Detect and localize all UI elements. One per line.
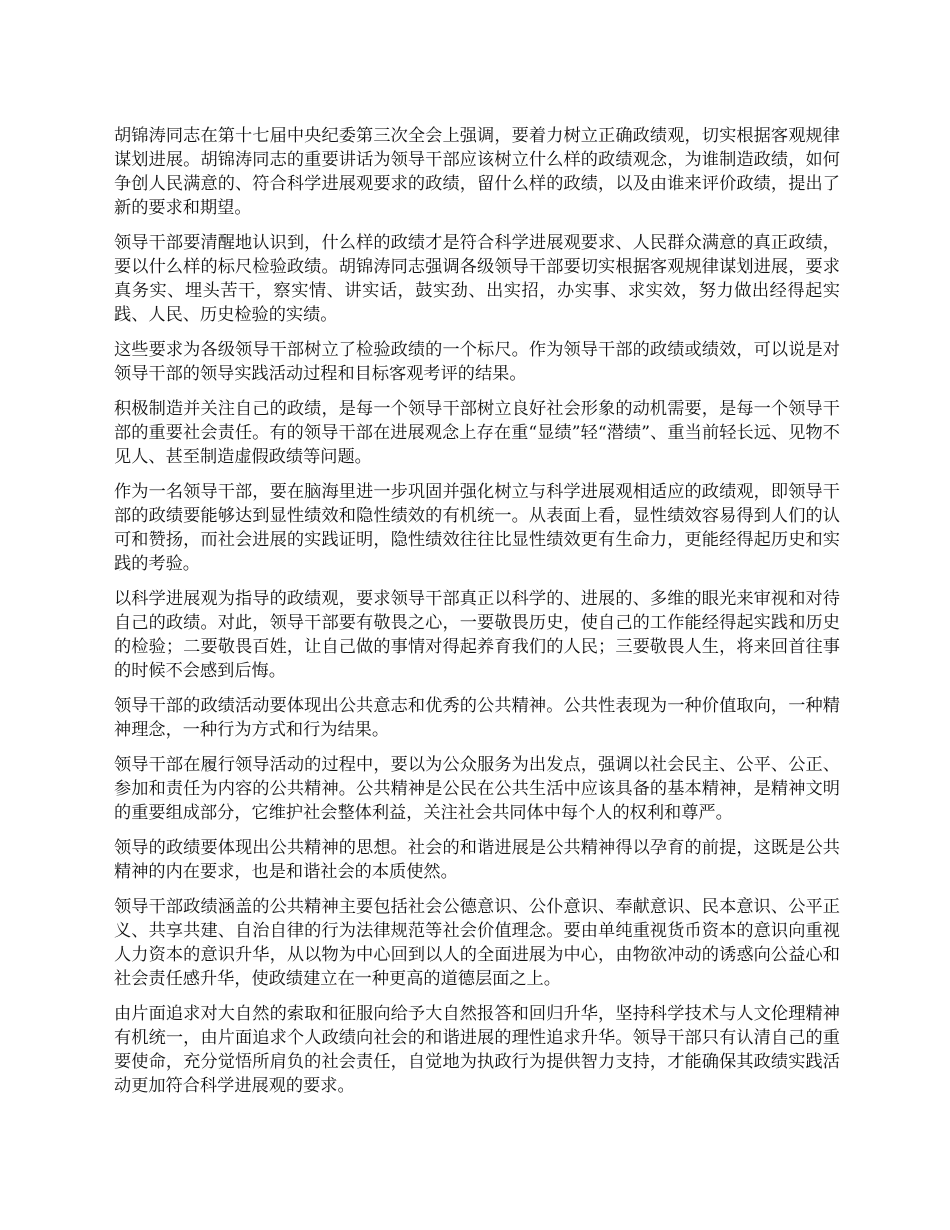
document-body bbox=[114, 124, 840, 1109]
paragraph: 积极制造并关注自己的政绩，是每一个领导干部树立良好社会形象的动机需要，是每一个领导干部的重要社会责任。有的领导干部在进展观念上存在重“显绩”轻“潜绩”、重当前轻长远、见物不见人、甚至制造虚假政绩等问题。 bbox=[114, 399, 840, 467]
paragraph: 胡锦涛同志在第十七届中央纪委第三次全会上强调，要着力树立正确政绩观，切实根据客观规律谋划进展。胡锦涛同志的重要讲话为领导干部应该树立什么样的政绩观念，为谁制造政绩，如何争创人民满意的、符合科学进展观要求的政绩，留什么样的政绩，以及由谁来评价政绩，提出了新的要求和期望。 bbox=[114, 126, 840, 218]
paragraph: 领导干部的政绩活动要体现出公共意志和优秀的公共精神。公共性表现为一种价值取向，一种精神理念，一种行为方式和行为结果。 bbox=[114, 696, 840, 740]
paragraph: 领导干部政绩涵盖的公共精神主要包括社会公德意识、公仆意识、奉献意识、民本意识、公平正义、共享共建、自治自律的行为法律规范等社会价值理念。要由单纯重视货币资本的意识向重视人力资本的意识升华，从以物为中心回到以人的全面进展为中心，由物欲冲动的诱惑向公益心和社会责任感升华，使政绩建立在一种更高的道德层面之上。 bbox=[114, 897, 840, 989]
paragraph: 领导干部要清醒地认识到，什么样的政绩才是符合科学进展观要求、人民群众满意的真正政绩，要以什么样的标尺检验政绩。胡锦涛同志强调各级领导干部要切实根据客观规律谋划进展，要求真务实、埋头苦干，察实情、讲实话，鼓实劲、出实招，办实事、求实效，努力做出经得起实践、人民、历史检验的实绩。 bbox=[114, 233, 840, 325]
paragraph: 这些要求为各级领导干部树立了检验政绩的一个标尺。作为领导干部的政绩或绩效，可以说是对领导干部的领导实践活动过程和目标客观考评的结果。 bbox=[114, 340, 840, 384]
paragraph: 领导的政绩要体现出公共精神的思想。社会的和谐进展是公共精神得以孕育的前提，这既是公共精神的内在要求，也是和谐社会的本质使然。 bbox=[114, 838, 840, 882]
paragraph: 由片面追求对大自然的索取和征服向给予大自然报答和回归升华，坚持科学技术与人文伦理精神有机统一，由片面追求个人政绩向社会的和谐进展的理性追求升华。领导干部只有认清自己的重要使命，充分觉悟所肩负的社会责任，自觉地为执政行为提供智力支持，才能确保其政绩实践活动更加符合科学进展观的要求。 bbox=[114, 1004, 840, 1096]
paragraph: 以科学进展观为指导的政绩观，要求领导干部真正以科学的、进展的、多维的眼光来审视和对待自己的政绩。对此，领导干部要有敬畏之心，一要敬畏历史，使自己的工作能经得起实践和历史的检验；二要敬畏百姓，让自己做的事情对得起养育我们的人民；三要敬畏人生，将来回首往事的时候不会感到后悔。 bbox=[114, 589, 840, 681]
paragraph: 作为一名领导干部，要在脑海里进一步巩固并强化树立与科学进展观相适应的政绩观，即领导干部的政绩要能够达到显性绩效和隐性绩效的有机统一。从表面上看，显性绩效容易得到人们的认可和赞扬，而社会进展的实践证明，隐性绩效往往比显性绩效更有生命力，更能经得起历史和实践的考验。 bbox=[114, 482, 840, 574]
paragraph: 领导干部在履行领导活动的过程中，要以为公众服务为出发点，强调以社会民主、公平、公正、参加和责任为内容的公共精神。公共精神是公民在公共生活中应该具备的基本精神，是精神文明的重要组成部分，它维护社会整体利益，关注社会共同体中每个人的权利和尊严。 bbox=[114, 755, 840, 823]
